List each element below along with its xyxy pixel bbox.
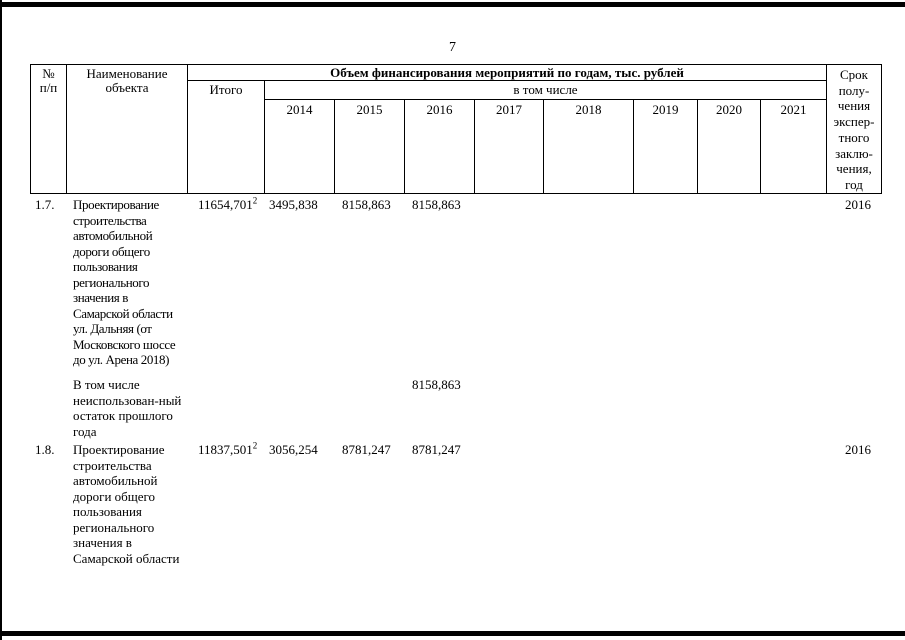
row-number: 1.7. [35,197,55,212]
value-2016: 8158,863 [412,377,461,392]
value-2015: 8158,863 [342,197,391,212]
header-year-2015: 2015 [334,99,405,194]
object-name: Проектирование строительства автомобильной дороги общего пользования регионального значения в Самарской области [73,442,180,566]
total-value: 11837,501$^2$ [198,440,258,457]
header-year-2014: 2014 [264,99,335,194]
header-year-2016: 2016 [404,99,475,194]
object-name: Проектирование строительства автомобильной дороги общего пользования регионального значения в Самарской области ул. Дальняя (от Московского шоссе до ул. Арена 2018) [73,197,176,367]
term-value: 2016 [845,197,871,212]
object-name: В том числе неиспользован-ный остаток прошлого года [73,377,182,439]
top-border [0,2,905,7]
header-volume: Объем финансирования мероприятий по годам, тыс. рублей [187,64,827,81]
right-border [0,0,2,640]
header-year-2021: 2021 [760,99,827,194]
value-2014: 3495,838 [269,197,318,212]
header-no: № п/п [30,64,67,194]
header-year-2017: 2017 [474,99,544,194]
value-2014: 3056,254 [269,442,318,457]
value-2016: 8158,863 [412,197,461,212]
total-value: 11654,701$^2$ [198,195,258,212]
term-value: 2016 [845,442,871,457]
row-number: 1.8. [35,442,55,457]
header-year-2019: 2019 [633,99,698,194]
header-including: в том числе [264,80,827,100]
header-term: Срок полу- чения экспер- тного заклю- чения, год [826,64,882,194]
header-year-2020: 2020 [697,99,761,194]
page-number: 7 [449,40,456,55]
header-total: Итого [187,80,265,194]
value-2016: 8781,247 [412,442,461,457]
value-2015: 8781,247 [342,442,391,457]
header-name: Наименование объекта [66,64,188,194]
header-year-2018: 2018 [543,99,634,194]
table-header [30,64,882,194]
bottom-border [0,631,905,636]
